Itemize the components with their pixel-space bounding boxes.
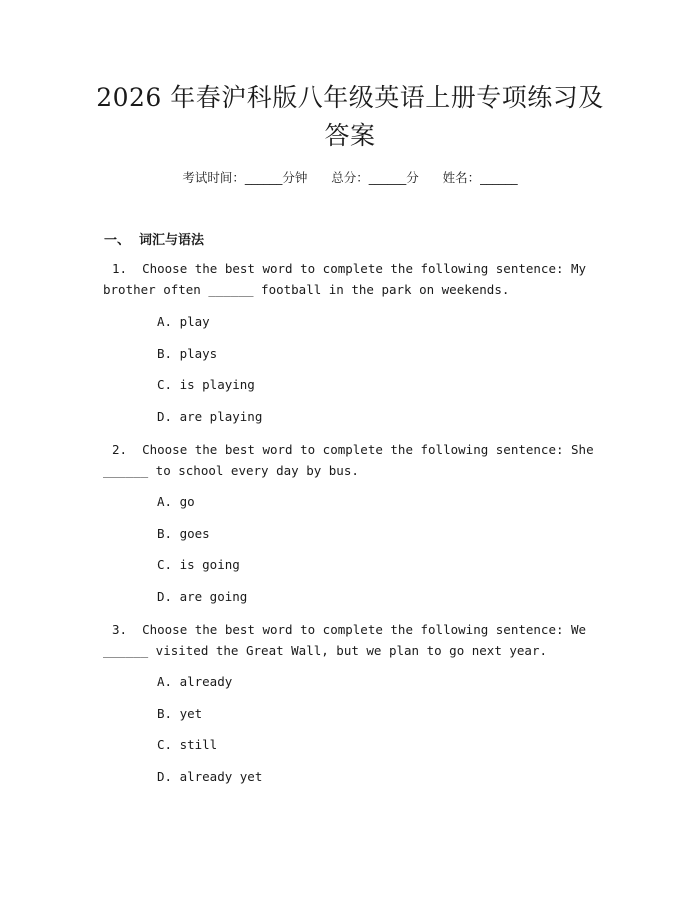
- option-d: D. are going: [157, 589, 248, 604]
- question-2: [103, 440, 594, 481]
- title-line-2: 答案: [324, 121, 376, 150]
- option-b: B. goes: [157, 526, 210, 541]
- option-d: D. are playing: [157, 409, 263, 424]
- question-text-line-2: brother often ______ football in the park on weekends.: [103, 281, 510, 297]
- option-d: D. already yet: [157, 769, 263, 784]
- option-c: C. still: [157, 737, 218, 752]
- option-b: B. plays: [157, 346, 218, 361]
- option-a: A. already: [157, 674, 233, 689]
- question-number: 3.: [111, 622, 127, 637]
- question-text-line-1: Choose the best word to complete the following sentence: We: [142, 622, 587, 637]
- question-text-line-1: Choose the best word to complete the following sentence: My: [142, 261, 587, 276]
- option-a: A. play: [157, 314, 210, 329]
- question-number: 1.: [111, 261, 127, 276]
- option-b: B. yet: [157, 706, 203, 721]
- title-line-1: 2026 年春沪科版八年级英语上册专项练习及: [96, 83, 604, 112]
- question-text-line-2: ______ visited the Great Wall, but we plan to go next year.: [103, 642, 548, 658]
- option-c: C. is playing: [157, 377, 255, 392]
- exam-info-line: 考试时间：______分钟 总分：______分 姓名：______: [182, 170, 518, 185]
- question-1: [103, 259, 587, 300]
- question-text-line-2: ______ to school every day by bus.: [103, 462, 359, 478]
- option-a: A. go: [157, 494, 195, 509]
- option-c: C. is going: [157, 557, 240, 572]
- question-text-line-1: Choose the best word to complete the following sentence: She: [142, 442, 594, 457]
- document-title: [60, 79, 640, 155]
- question-number: 2.: [111, 442, 127, 457]
- section-heading: 一、 词汇与语法: [104, 233, 205, 248]
- question-3: [103, 620, 587, 661]
